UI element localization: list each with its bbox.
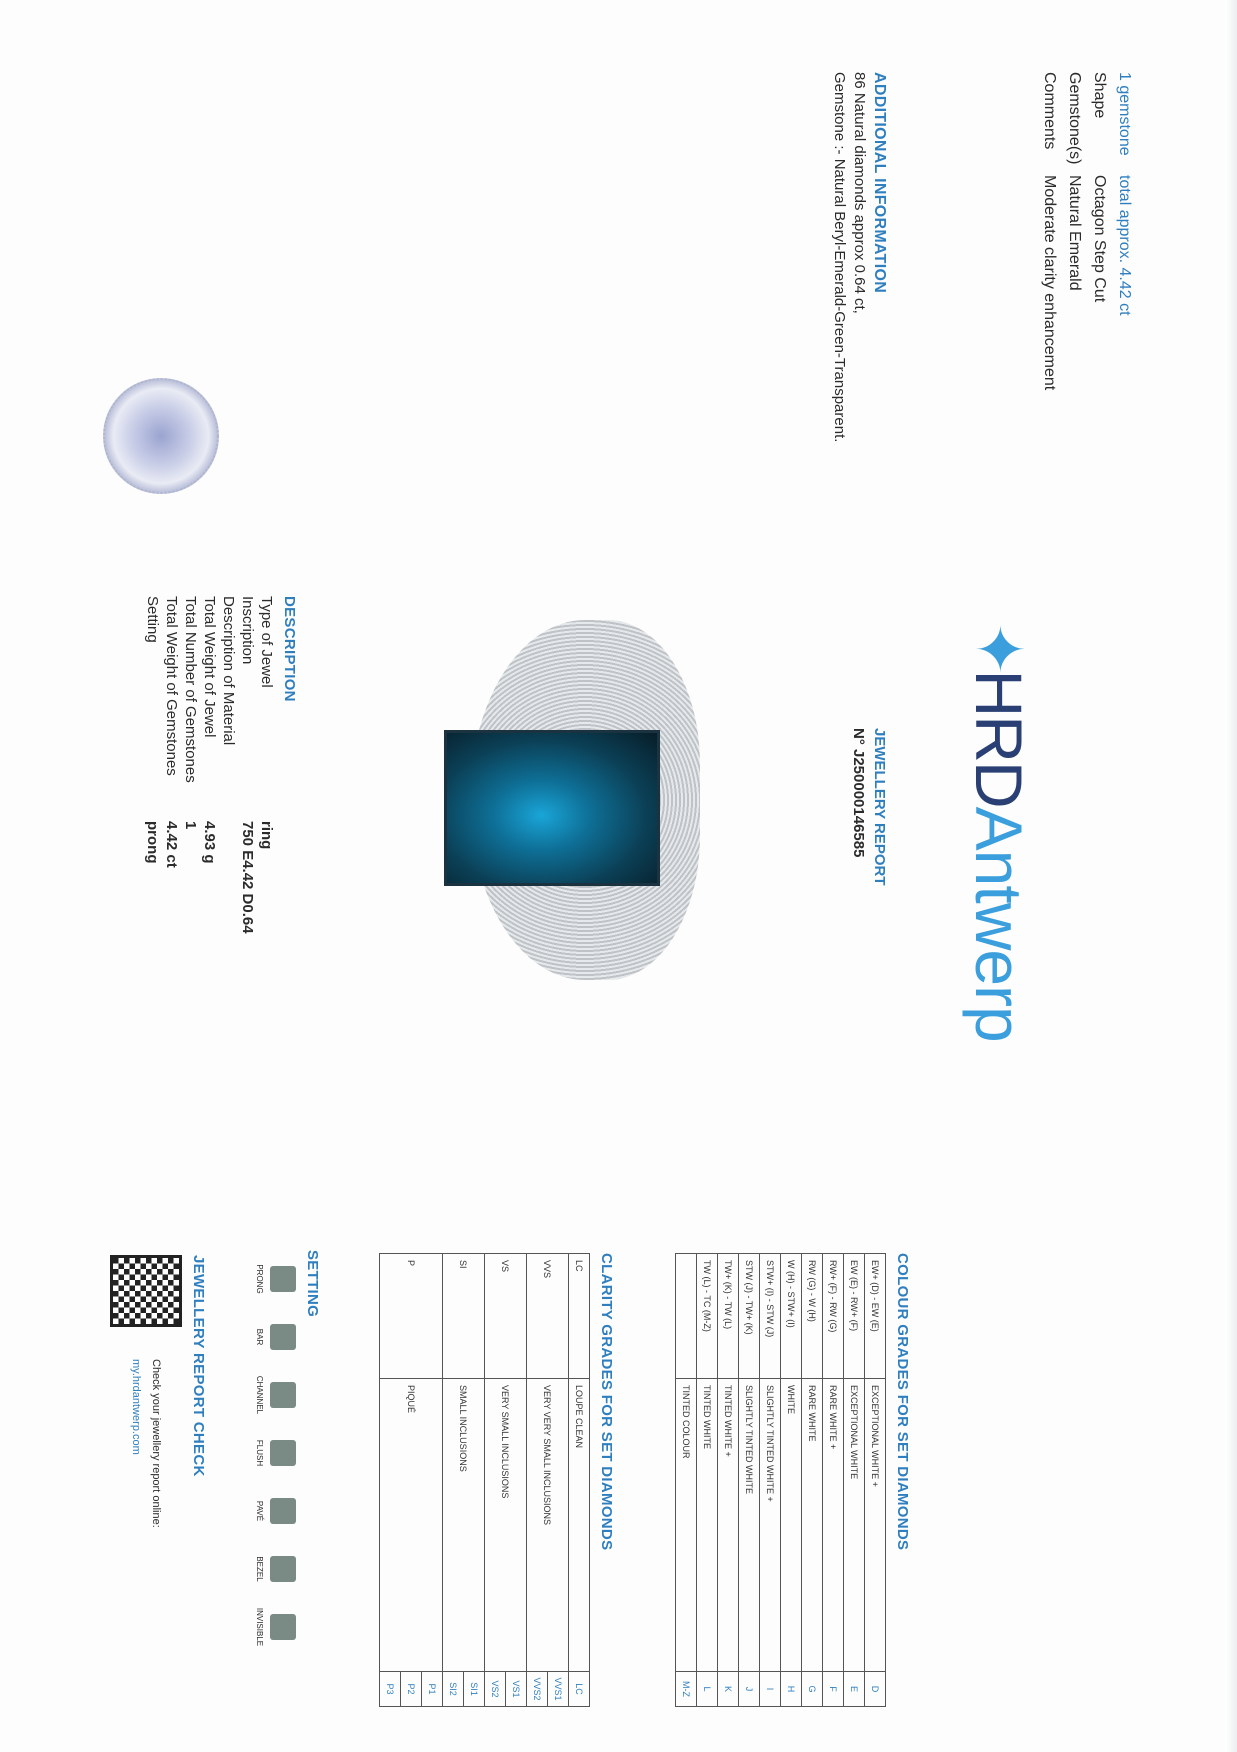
clarity-code: SI xyxy=(443,1254,485,1379)
clarity-name: PIQUÉ xyxy=(380,1379,443,1672)
check-title: JEWELLERY REPORT CHECK xyxy=(190,1255,207,1477)
colour-letter: G xyxy=(802,1672,823,1707)
clarity-code: VS xyxy=(485,1254,527,1379)
colour-row xyxy=(781,1254,802,1707)
additional-line: Gemstone :- Natural Beryl-Emerald-Green-Transparent. xyxy=(831,72,848,443)
hologram-seal xyxy=(103,378,219,494)
clarity-subgrade: P2 xyxy=(401,1672,422,1707)
colour-name: RARE WHITE xyxy=(802,1379,823,1672)
gem-total: total approx. 4.42 ct xyxy=(1116,175,1133,316)
colour-letter: K xyxy=(718,1672,739,1707)
clarity-code: VVS xyxy=(527,1254,569,1379)
description-key: Description of Material xyxy=(220,596,237,746)
additional-title: ADDITIONAL INFORMATION xyxy=(871,72,888,294)
colour-row xyxy=(865,1254,886,1707)
setting-label: PRONG xyxy=(255,1264,264,1294)
colour-code xyxy=(676,1254,697,1379)
setting-label: INVISIBLE xyxy=(255,1607,264,1647)
colour-letter: I xyxy=(760,1672,781,1707)
logo-brand: HRD xyxy=(962,669,1036,807)
setting-item xyxy=(255,1366,296,1424)
pave-setting-icon xyxy=(270,1498,296,1524)
summary-key: Shape xyxy=(1091,72,1108,119)
colour-grades-table xyxy=(675,1253,886,1707)
colour-letter: F xyxy=(823,1672,844,1707)
invisible-setting-icon xyxy=(270,1614,296,1640)
clarity-subgrade: LC xyxy=(569,1672,590,1707)
star-logo-icon: ✦ xyxy=(963,622,1035,676)
bezel-setting-icon xyxy=(270,1556,296,1582)
description-row xyxy=(181,596,200,934)
clarity-grades-table xyxy=(379,1253,590,1707)
clarity-subgrade: P1 xyxy=(422,1672,443,1707)
summary-value: Octagon Step Cut xyxy=(1091,175,1108,303)
colour-code: W (H) - STW+ (I) xyxy=(781,1254,802,1379)
clarity-subgrade: SI2 xyxy=(443,1672,464,1707)
colour-row xyxy=(697,1254,718,1707)
description-value: ring xyxy=(258,821,275,850)
colour-letter: E xyxy=(844,1672,865,1707)
description-row xyxy=(200,596,219,934)
description-key: Setting xyxy=(144,596,161,643)
description-key: Inscription xyxy=(239,596,256,665)
clarity-name: VERY SMALL INCLUSIONS xyxy=(485,1379,527,1672)
colour-name: RARE WHITE + xyxy=(823,1379,844,1672)
clarity-row xyxy=(548,1254,569,1707)
colour-code: EW+ (D) - EW (E) xyxy=(865,1254,886,1379)
description-key: Type of Jewel xyxy=(258,596,275,688)
setting-label: BEZEL xyxy=(255,1556,264,1582)
description-key: Total Weight of Gemstones xyxy=(163,596,180,776)
gemstone-summary xyxy=(1037,72,1137,390)
description-value: 750 E4.42 D0.64 xyxy=(239,821,256,934)
description-row xyxy=(219,596,238,934)
colour-name: TINTED WHITE + xyxy=(718,1379,739,1672)
colour-code: RW (G) - W (H) xyxy=(802,1254,823,1379)
additional-line: 86 Natural diamonds approx 0.64 ct, xyxy=(851,72,868,314)
summary-value: Natural Emerald xyxy=(1066,175,1083,291)
colour-grades-section xyxy=(675,1253,911,1707)
report-check-section xyxy=(110,1255,207,1528)
clarity-subgrade: SI1 xyxy=(464,1672,485,1707)
clarity-name: VERY VERY SMALL INCLUSIONS xyxy=(527,1379,569,1672)
summary-key: Comments xyxy=(1041,72,1058,150)
colour-name: EXCEPTIONAL WHITE + xyxy=(865,1379,886,1672)
clarity-name: LOUPE CLEAN xyxy=(569,1379,590,1672)
colour-row xyxy=(844,1254,865,1707)
colour-row xyxy=(718,1254,739,1707)
colour-name: SLIGHTLY TINTED WHITE + xyxy=(760,1379,781,1672)
summary-key: Gemstone(s) xyxy=(1066,72,1083,165)
ring-photo xyxy=(420,600,720,1000)
description-key: Total Number of Gemstones xyxy=(182,596,199,783)
clarity-row xyxy=(506,1254,527,1707)
report-title: JEWELLERY REPORT xyxy=(871,728,888,886)
clarity-grades-section xyxy=(379,1253,615,1707)
description-value: prong xyxy=(144,821,161,864)
clarity-subgrade: P3 xyxy=(380,1672,401,1707)
colour-code: TW (L) - TC (M-Z) xyxy=(697,1254,718,1379)
clarity-name: SMALL INCLUSIONS xyxy=(443,1379,485,1672)
clarity-subgrade: VVS2 xyxy=(527,1672,548,1707)
logo-city: Antwerp xyxy=(962,806,1036,1042)
colour-name: EXCEPTIONAL WHITE xyxy=(844,1379,865,1672)
description-value: 1 xyxy=(182,821,199,830)
colour-code: STW+ (I) - STW (J) xyxy=(760,1254,781,1379)
check-text: Check your jewellery report online: xyxy=(150,1359,162,1528)
colour-code: RW+ (F) - RW (G) xyxy=(823,1254,844,1379)
clarity-code: LC xyxy=(569,1254,590,1379)
colour-row xyxy=(676,1254,697,1707)
gem-count: 1 gemstone xyxy=(1116,72,1133,156)
setting-title: SETTING xyxy=(304,1250,321,1318)
colour-code: EW (E) - RW+ (F) xyxy=(844,1254,865,1379)
setting-label: FLUSH xyxy=(255,1439,264,1467)
setting-item xyxy=(255,1424,296,1482)
description-value: 4.93 g xyxy=(201,821,218,864)
qr-code-icon[interactable] xyxy=(110,1255,182,1327)
prong-setting-icon xyxy=(270,1266,296,1292)
clarity-subgrade: VS2 xyxy=(485,1672,506,1707)
setting-item xyxy=(255,1250,296,1308)
colour-code: TW+ (K) - TW (L) xyxy=(718,1254,739,1379)
colour-code: STW (J) - TW+ (K) xyxy=(739,1254,760,1379)
description-key: Total Weight of Jewel xyxy=(201,596,218,738)
clarity-title: CLARITY GRADES FOR SET DIAMONDS xyxy=(598,1253,615,1551)
colour-row xyxy=(739,1254,760,1707)
setting-label: PAVÉ xyxy=(255,1500,264,1522)
colour-letter: H xyxy=(781,1672,802,1707)
description-section xyxy=(143,596,299,934)
clarity-code: P xyxy=(380,1254,443,1379)
flush-setting-icon xyxy=(270,1440,296,1466)
clarity-subgrade: VVS1 xyxy=(548,1672,569,1707)
setting-item xyxy=(255,1308,296,1366)
clarity-row xyxy=(422,1254,443,1707)
setting-item xyxy=(255,1540,296,1598)
scan-edge xyxy=(1225,0,1237,1752)
clarity-row xyxy=(569,1254,590,1707)
description-title: DESCRIPTION xyxy=(281,596,298,702)
clarity-row xyxy=(464,1254,485,1707)
emerald-stone xyxy=(444,730,660,886)
setting-icons xyxy=(255,1250,296,1656)
colour-row xyxy=(760,1254,781,1707)
colour-letter: M-Z xyxy=(676,1672,697,1707)
channel-setting-icon xyxy=(270,1382,296,1408)
colour-letter: D xyxy=(865,1672,886,1707)
colour-title: COLOUR GRADES FOR SET DIAMONDS xyxy=(894,1253,911,1551)
report-number: N° J25000014658​5 xyxy=(850,728,867,858)
hrd-antwerp-logo xyxy=(961,622,1037,1042)
summary-value: Moderate clarity enhancement xyxy=(1041,175,1058,391)
clarity-subgrade: VS1 xyxy=(506,1672,527,1707)
colour-name: WHITE xyxy=(781,1379,802,1672)
report-header xyxy=(848,728,890,886)
description-row xyxy=(238,596,257,934)
setting-item xyxy=(255,1482,296,1540)
colour-row xyxy=(802,1254,823,1707)
setting-section xyxy=(255,1250,321,1656)
colour-letter: L xyxy=(697,1672,718,1707)
colour-letter: J xyxy=(739,1672,760,1707)
description-row xyxy=(143,596,162,934)
setting-label: BAR xyxy=(255,1328,264,1346)
description-value: 4.42 ct xyxy=(163,821,180,868)
description-row xyxy=(257,596,276,934)
colour-name: TINTED COLOUR xyxy=(676,1379,697,1672)
check-url-link[interactable]: my.hrdantwerp.com xyxy=(130,1359,142,1455)
colour-name: SLIGHTLY TINTED WHITE xyxy=(739,1379,760,1672)
colour-row xyxy=(823,1254,844,1707)
colour-name: TINTED WHITE xyxy=(697,1379,718,1672)
additional-information xyxy=(829,72,889,442)
description-row xyxy=(162,596,181,934)
setting-label: CHANNEL xyxy=(255,1375,264,1415)
bar-setting-icon xyxy=(270,1324,296,1350)
setting-item xyxy=(255,1598,296,1656)
